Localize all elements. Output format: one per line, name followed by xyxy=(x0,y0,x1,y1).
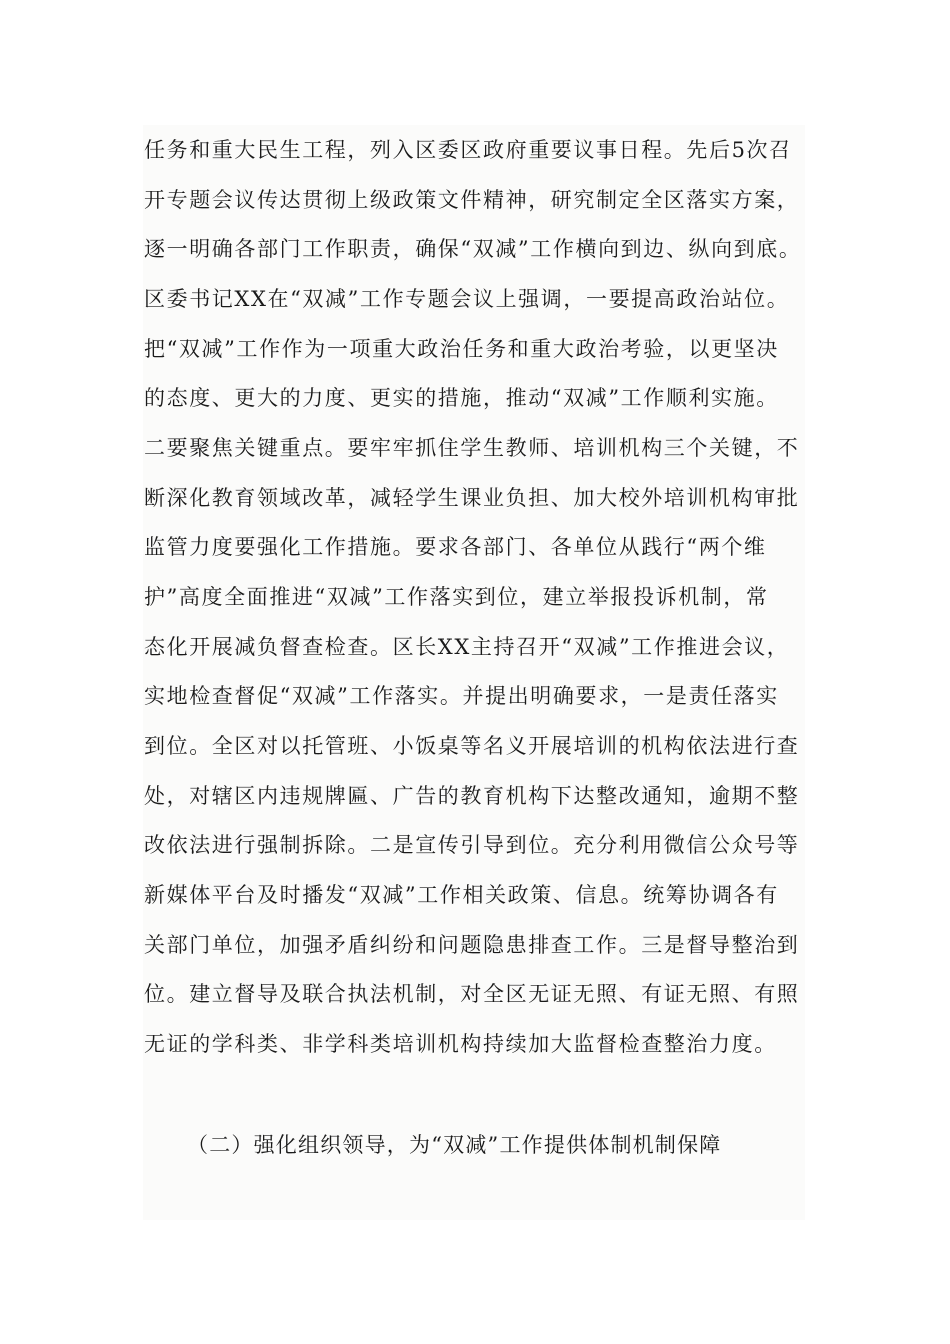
paragraph-line: 逐一明确各部门工作职责，确保“双减”工作横向到边、纵向到底。 xyxy=(144,237,802,261)
paragraph-line: 二要聚焦关键重点。要牢牢抓住学生教师、培训机构三个关键，不 xyxy=(144,436,800,460)
paragraph-line: 的态度、更大的力度、更实的措施，推动“双减”工作顺利实施。 xyxy=(144,386,779,410)
paragraph-line: 到位。全区对以托管班、小饭桌等名义开展培训的机构依法进行查 xyxy=(144,734,800,758)
paragraph-line: 新媒体平台及时播发“双减”工作相关政策、信息。统筹协调各有 xyxy=(144,883,779,907)
paragraph-line: 态化开展减负督查检查。区长XX主持召开“双减”工作推进会议， xyxy=(144,635,790,659)
paragraph-line: 区委书记XX在“双减”工作专题会议上强调，一要提高政治站位。 xyxy=(144,287,790,311)
paragraph-line: 关部门单位，加强矛盾纠纷和问题隐患排查工作。三是督导整治到 xyxy=(144,933,800,957)
paragraph-line: 监管力度要强化工作措施。要求各部门、各单位从践行“两个维 xyxy=(144,535,767,559)
paragraph-line: 护”高度全面推进“双减”工作落实到位，建立举报投诉机制，常 xyxy=(144,585,769,609)
paragraph-line: 断深化教育领域改革，减轻学生课业负担、加大校外培训机构审批 xyxy=(144,486,800,510)
section-heading: （二）强化组织领导，为“双减”工作提供体制机制保障 xyxy=(187,1133,722,1157)
paragraph-line: 把“双减”工作作为一项重大政治任务和重大政治考验，以更坚决 xyxy=(144,337,779,361)
paragraph-line: 无证的学科类、非学科类培训机构持续加大监督检查整治力度。 xyxy=(144,1032,777,1056)
paragraph-line: 位。建立督导及联合执法机制，对全区无证无照、有证无照、有照 xyxy=(144,982,800,1006)
paragraph-line: 开专题会议传达贯彻上级政策文件精神，研究制定全区落实方案， xyxy=(144,188,800,212)
paragraph-line: 处，对辖区内违规牌匾、广告的教育机构下达整改通知，逾期不整 xyxy=(144,784,800,808)
paragraph-line: 改依法进行强制拆除。二是宣传引导到位。充分利用微信公众号等 xyxy=(144,833,800,857)
paragraph-line: 任务和重大民生工程，列入区委区政府重要议事日程。先后5次召 xyxy=(144,138,792,162)
paragraph-line: 实地检查督促“双减”工作落实。并提出明确要求，一是责任落实 xyxy=(144,684,779,708)
